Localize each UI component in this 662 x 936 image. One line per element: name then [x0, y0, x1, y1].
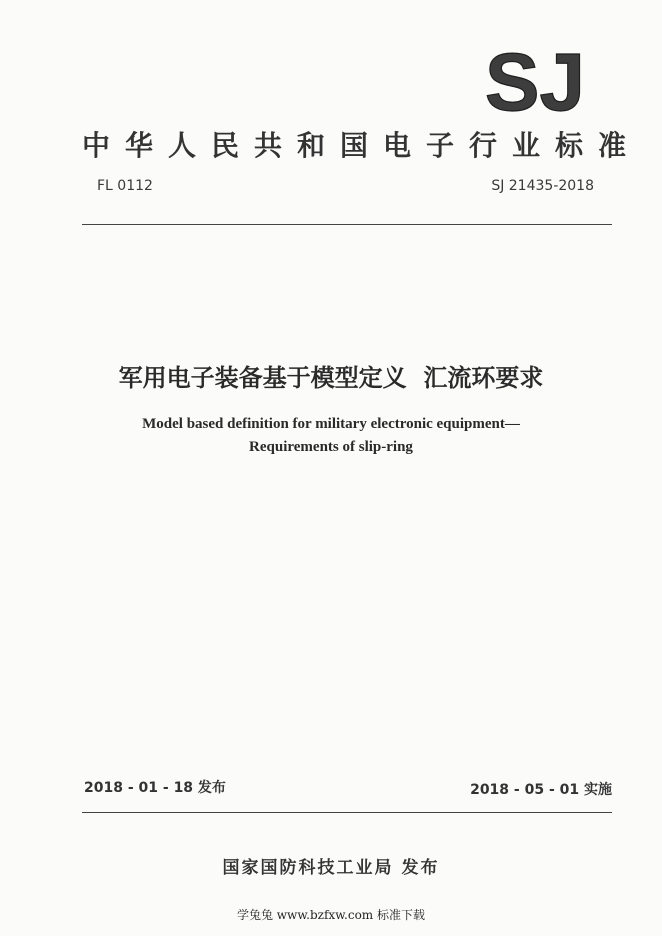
implementation-date: 2018 - 05 - 01 实施: [470, 782, 612, 798]
issue-date: 2018 - 01 - 18 发布: [84, 780, 226, 796]
document-title-english-line1: Model based definition for military electronic equipment—: [142, 416, 520, 432]
watermark: 学兔兔 www.bzfxw.com 标准下载: [236, 908, 426, 922]
sj-logo: [484, 48, 586, 120]
classification-code: FL 0112: [97, 178, 153, 194]
document-title-english-line2: Requirements of slip-ring: [249, 439, 413, 455]
footer-divider: [82, 812, 612, 813]
standard-number: SJ 21435-2018: [491, 178, 594, 194]
document-title-chinese: 军用电子装备基于模型定义 汇流环要求: [118, 364, 544, 392]
header-divider: [82, 224, 612, 225]
industry-standard-title: 中华人民共和国电子行业标准: [82, 129, 642, 162]
sj-logo-mark: [484, 48, 586, 120]
publisher: 国家国防科技工业局 发布: [222, 858, 440, 878]
sj-logo-text: SJ: [484, 48, 586, 120]
